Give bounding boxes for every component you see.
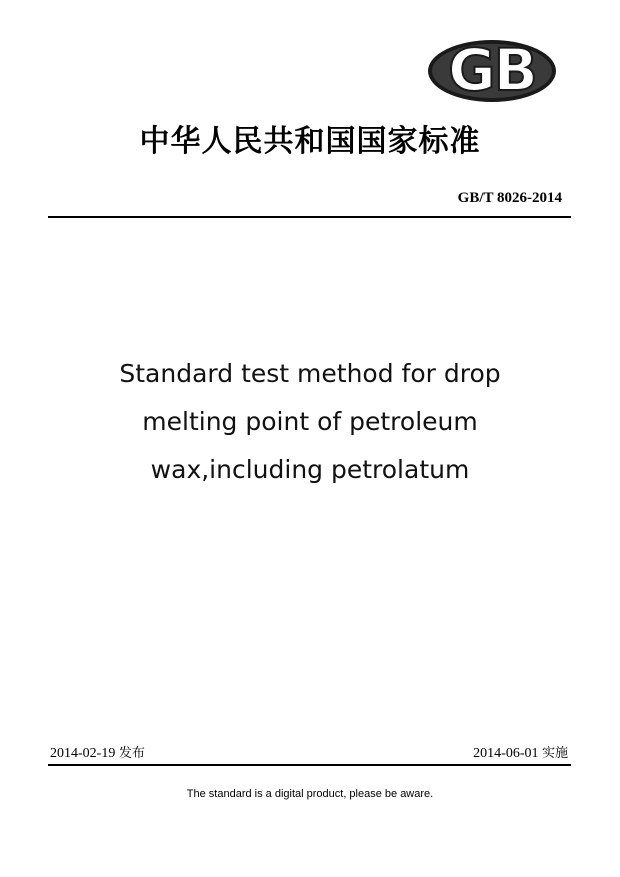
footer-note: The standard is a digital product, please be aware. [186,788,434,800]
effective-label: 实施 [541,746,568,761]
standard-number: GB/T 8026-2014 [457,190,562,206]
issue-date-block [50,742,145,762]
top-divider [48,216,571,218]
title-line: melting point of petroleum [142,407,478,436]
gb-logo-icon [426,38,558,104]
bottom-divider [48,764,571,766]
document-title [0,350,620,494]
issue-label: 发布 [118,746,145,761]
title-line: Standard test method for drop [119,359,501,388]
issue-date: 2014-02-19 [50,746,116,761]
effective-date: 2014-06-01 [473,746,539,761]
effective-date-block [473,742,568,762]
title-line: wax,including petrolatum [150,455,470,484]
country-standard-title: 中华人民共和国国家标准 [139,124,481,159]
gb-logo-text: GB [448,38,536,104]
